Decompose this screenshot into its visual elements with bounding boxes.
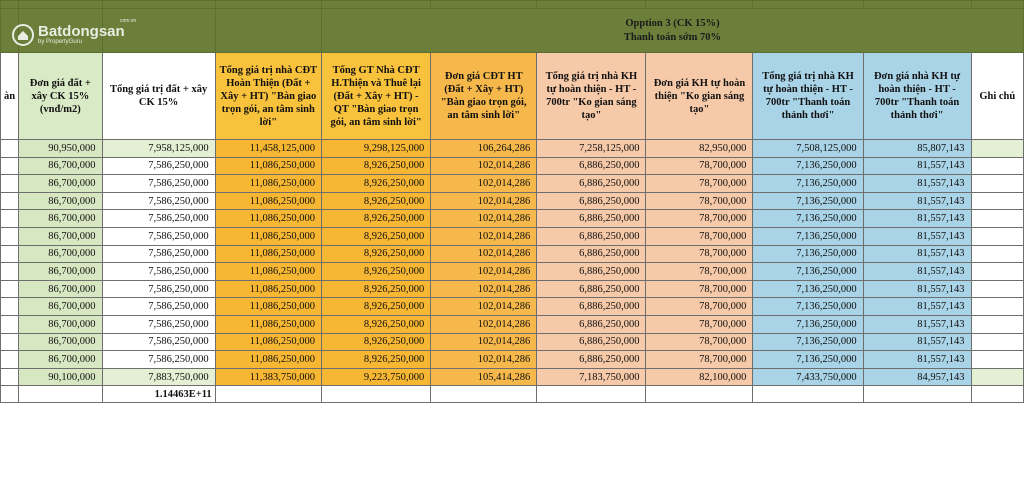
table-cell[interactable]: 90,950,000 xyxy=(19,140,102,158)
table-cell[interactable]: 6,886,250,000 xyxy=(537,192,646,210)
sum-total-cell[interactable]: 1.14463E+11 xyxy=(102,386,215,403)
row-edge-cell[interactable] xyxy=(1,263,19,281)
table-cell[interactable]: 11,086,250,000 xyxy=(215,227,321,245)
table-cell[interactable]: 78,700,000 xyxy=(646,157,753,175)
table-cell[interactable]: 78,700,000 xyxy=(646,351,753,369)
table-cell[interactable]: 81,557,143 xyxy=(863,333,971,351)
header-row xyxy=(1,53,1024,140)
table-cell[interactable]: 11,086,250,000 xyxy=(215,263,321,281)
table-cell[interactable]: 81,557,143 xyxy=(863,280,971,298)
table-cell[interactable]: 8,926,250,000 xyxy=(322,263,431,281)
table-cell[interactable] xyxy=(971,245,1023,263)
header-cell[interactable]: Tổng giá trị đất + xây CK 15% xyxy=(102,53,215,140)
row-edge-cell[interactable] xyxy=(1,333,19,351)
table-cell[interactable]: 102,014,286 xyxy=(431,263,537,281)
sum-cell[interactable] xyxy=(19,386,102,403)
sum-cell[interactable] xyxy=(753,386,863,403)
table-cell[interactable]: 81,557,143 xyxy=(863,245,971,263)
table-row xyxy=(1,315,1024,333)
table-cell[interactable]: 7,136,250,000 xyxy=(753,157,863,175)
table-cell[interactable]: 7,586,250,000 xyxy=(102,227,215,245)
table-cell[interactable]: 8,926,250,000 xyxy=(322,210,431,228)
table-cell[interactable]: 7,136,250,000 xyxy=(753,351,863,369)
table-cell[interactable]: 7,183,750,000 xyxy=(537,368,646,386)
row-edge-cell[interactable] xyxy=(1,210,19,228)
table-cell[interactable]: 85,807,143 xyxy=(863,140,971,158)
table-row xyxy=(1,192,1024,210)
table-cell[interactable]: 7,586,250,000 xyxy=(102,245,215,263)
table-cell[interactable]: 7,586,250,000 xyxy=(102,263,215,281)
table-cell[interactable]: 7,508,125,000 xyxy=(753,140,863,158)
table-cell[interactable]: 8,926,250,000 xyxy=(322,351,431,369)
table-cell[interactable] xyxy=(971,210,1023,228)
table-cell[interactable]: 81,557,143 xyxy=(863,210,971,228)
row-edge-cell[interactable] xyxy=(1,157,19,175)
table-cell[interactable]: 11,383,750,000 xyxy=(215,368,321,386)
table-cell[interactable]: 7,136,250,000 xyxy=(753,298,863,316)
table-cell[interactable]: 81,557,143 xyxy=(863,157,971,175)
table-cell[interactable]: 7,136,250,000 xyxy=(753,227,863,245)
table-cell[interactable]: 78,700,000 xyxy=(646,263,753,281)
table-cell[interactable] xyxy=(971,333,1023,351)
table-cell[interactable]: 102,014,286 xyxy=(431,351,537,369)
table-cell[interactable]: 7,586,250,000 xyxy=(102,298,215,316)
table-cell[interactable]: 6,886,250,000 xyxy=(537,210,646,228)
row-edge-cell[interactable] xyxy=(1,245,19,263)
table-cell[interactable]: 102,014,286 xyxy=(431,157,537,175)
option-subtitle: Thanh toán sớm 70% xyxy=(623,31,722,43)
table-row xyxy=(1,227,1024,245)
row-edge-cell[interactable] xyxy=(1,351,19,369)
table-cell[interactable]: 7,136,250,000 xyxy=(753,333,863,351)
table-cell[interactable]: 7,136,250,000 xyxy=(753,210,863,228)
table-cell[interactable]: 102,014,286 xyxy=(431,315,537,333)
sum-row xyxy=(1,386,1024,403)
table-cell[interactable]: 7,136,250,000 xyxy=(753,245,863,263)
table-cell[interactable]: 7,136,250,000 xyxy=(753,280,863,298)
table-cell[interactable]: 8,926,250,000 xyxy=(322,333,431,351)
table-row xyxy=(1,175,1024,193)
table-cell[interactable]: 6,886,250,000 xyxy=(537,280,646,298)
table-cell[interactable]: 6,886,250,000 xyxy=(537,175,646,193)
house-logo-icon xyxy=(12,24,34,46)
table-cell[interactable]: 86,700,000 xyxy=(19,227,102,245)
table-cell[interactable]: 7,958,125,000 xyxy=(102,140,215,158)
watermark-brand: Batdongsan xyxy=(38,23,125,40)
row-edge-cell[interactable] xyxy=(1,368,19,386)
table-cell[interactable]: 11,458,125,000 xyxy=(215,140,321,158)
table-cell[interactable] xyxy=(971,157,1023,175)
table-cell[interactable]: 81,557,143 xyxy=(863,175,971,193)
table-cell[interactable] xyxy=(971,351,1023,369)
table-cell[interactable]: 11,086,250,000 xyxy=(215,333,321,351)
table-cell[interactable]: 6,886,250,000 xyxy=(537,298,646,316)
row-edge-cell[interactable] xyxy=(1,192,19,210)
table-cell[interactable]: 102,014,286 xyxy=(431,175,537,193)
row-edge-cell[interactable] xyxy=(1,140,19,158)
table-cell[interactable]: 84,957,143 xyxy=(863,368,971,386)
table-cell[interactable]: 82,950,000 xyxy=(646,140,753,158)
sheet-top-strip xyxy=(1,1,1024,9)
table-cell[interactable]: 8,926,250,000 xyxy=(322,157,431,175)
table-cell[interactable] xyxy=(971,263,1023,281)
table-cell[interactable]: 86,700,000 xyxy=(19,298,102,316)
header-cell[interactable]: Tổng giá trị nhà CĐT Hoàn Thiện (Đất + Xây + HT) "Bàn giao trọn gói, an tâm sinh lời" xyxy=(215,53,321,140)
table-cell[interactable]: 78,700,000 xyxy=(646,245,753,263)
table-cell[interactable]: 86,700,000 xyxy=(19,351,102,369)
sum-cell[interactable] xyxy=(971,386,1023,403)
table-cell[interactable]: 105,414,286 xyxy=(431,368,537,386)
sum-cell[interactable] xyxy=(1,386,19,403)
row-edge-cell[interactable] xyxy=(1,315,19,333)
table-cell[interactable]: 102,014,286 xyxy=(431,333,537,351)
table-cell[interactable]: 81,557,143 xyxy=(863,192,971,210)
table-cell[interactable]: 81,557,143 xyxy=(863,227,971,245)
table-row xyxy=(1,298,1024,316)
header-cell[interactable]: Tổng giá trị nhà KH tự hoàn thiện - HT - 700tr "Thanh toán thảnh thơi" xyxy=(753,53,863,140)
sum-cell[interactable] xyxy=(646,386,753,403)
table-cell[interactable]: 106,264,286 xyxy=(431,140,537,158)
table-cell[interactable]: 102,014,286 xyxy=(431,227,537,245)
table-cell[interactable]: 7,136,250,000 xyxy=(753,263,863,281)
table-row xyxy=(1,263,1024,281)
table-cell[interactable]: 7,586,250,000 xyxy=(102,333,215,351)
table-cell[interactable]: 86,700,000 xyxy=(19,245,102,263)
table-cell[interactable]: 102,014,286 xyxy=(431,192,537,210)
table-row xyxy=(1,351,1024,369)
table-cell[interactable]: 86,700,000 xyxy=(19,315,102,333)
table-cell[interactable]: 7,136,250,000 xyxy=(753,315,863,333)
watermark-domain: com.vn xyxy=(120,18,137,24)
table-cell[interactable]: 7,586,250,000 xyxy=(102,280,215,298)
table-cell[interactable] xyxy=(971,140,1023,158)
table-row xyxy=(1,368,1024,386)
row-edge-cell[interactable] xyxy=(1,298,19,316)
table-cell[interactable] xyxy=(971,298,1023,316)
table-cell[interactable]: 6,886,250,000 xyxy=(537,315,646,333)
header-cell[interactable]: Đơn giá CĐT HT (Đất + Xây + HT) "Bàn giao trọn gói, an tâm sinh lời" xyxy=(431,53,537,140)
table-cell[interactable]: 86,700,000 xyxy=(19,157,102,175)
table-cell[interactable]: 9,298,125,000 xyxy=(322,140,431,158)
option-banner[interactable] xyxy=(322,9,1024,53)
table-cell[interactable] xyxy=(971,315,1023,333)
table-cell[interactable]: 8,926,250,000 xyxy=(322,298,431,316)
table-cell[interactable]: 78,700,000 xyxy=(646,315,753,333)
table-cell[interactable]: 6,886,250,000 xyxy=(537,227,646,245)
row-edge-cell[interactable] xyxy=(1,227,19,245)
table-cell[interactable]: 11,086,250,000 xyxy=(215,157,321,175)
table-cell[interactable] xyxy=(971,192,1023,210)
table-cell[interactable]: 6,886,250,000 xyxy=(537,333,646,351)
row-edge-cell[interactable] xyxy=(1,280,19,298)
table-cell[interactable]: 78,700,000 xyxy=(646,192,753,210)
table-cell[interactable]: 81,557,143 xyxy=(863,263,971,281)
header-cell[interactable]: Đơn giá đất + xây CK 15% (vnđ/m2) xyxy=(19,53,102,140)
option-title: Opption 3 (CK 15%) xyxy=(625,17,720,29)
table-cell[interactable]: 86,700,000 xyxy=(19,192,102,210)
table-cell[interactable]: 11,086,250,000 xyxy=(215,192,321,210)
table-row xyxy=(1,210,1024,228)
header-cell[interactable]: Tổng GT Nhà CĐT H.Thiện và Thuê lại (Đất + Xây + HT) - QT "Bàn giao trọn gói, an tâm sinh lời" xyxy=(322,53,431,140)
table-cell[interactable]: 8,926,250,000 xyxy=(322,315,431,333)
sum-cell[interactable] xyxy=(863,386,971,403)
table-cell[interactable]: 6,886,250,000 xyxy=(537,263,646,281)
watermark-tagline: by PropertyGuru xyxy=(38,39,83,45)
option-banner-row xyxy=(1,9,1024,53)
table-cell[interactable]: 11,086,250,000 xyxy=(215,351,321,369)
table-cell[interactable]: 102,014,286 xyxy=(431,210,537,228)
table-cell[interactable]: 6,886,250,000 xyxy=(537,351,646,369)
table-cell[interactable]: 102,014,286 xyxy=(431,298,537,316)
table-cell[interactable]: 82,100,000 xyxy=(646,368,753,386)
table-cell[interactable]: 8,926,250,000 xyxy=(322,280,431,298)
table-cell[interactable]: 7,258,125,000 xyxy=(537,140,646,158)
table-cell[interactable]: 6,886,250,000 xyxy=(537,245,646,263)
table-cell[interactable]: 81,557,143 xyxy=(863,315,971,333)
table-row xyxy=(1,280,1024,298)
table-cell[interactable]: 86,700,000 xyxy=(19,280,102,298)
table-cell[interactable]: 81,557,143 xyxy=(863,298,971,316)
sum-cell[interactable] xyxy=(537,386,646,403)
table-cell[interactable]: 78,700,000 xyxy=(646,280,753,298)
table-cell[interactable] xyxy=(971,227,1023,245)
table-cell[interactable]: 81,557,143 xyxy=(863,351,971,369)
table-cell[interactable]: 78,700,000 xyxy=(646,333,753,351)
table-cell[interactable]: 7,586,250,000 xyxy=(102,210,215,228)
table-cell[interactable]: 11,086,250,000 xyxy=(215,298,321,316)
table-cell[interactable]: 11,086,250,000 xyxy=(215,245,321,263)
table-cell[interactable]: 6,886,250,000 xyxy=(537,157,646,175)
table-cell[interactable]: 78,700,000 xyxy=(646,175,753,193)
table-cell[interactable]: 7,586,250,000 xyxy=(102,175,215,193)
table-cell[interactable]: 7,136,250,000 xyxy=(753,192,863,210)
table-cell[interactable]: 78,700,000 xyxy=(646,227,753,245)
table-cell[interactable]: 78,700,000 xyxy=(646,298,753,316)
table-cell[interactable]: 102,014,286 xyxy=(431,280,537,298)
batdongsan-watermark-logo xyxy=(12,18,137,46)
table-cell[interactable]: 9,223,750,000 xyxy=(322,368,431,386)
table-cell[interactable]: 11,086,250,000 xyxy=(215,280,321,298)
table-cell[interactable]: 8,926,250,000 xyxy=(322,227,431,245)
table-body xyxy=(1,140,1024,386)
table-cell[interactable]: 7,586,250,000 xyxy=(102,351,215,369)
table-cell[interactable]: 8,926,250,000 xyxy=(322,192,431,210)
table-cell[interactable]: 8,926,250,000 xyxy=(322,245,431,263)
table-cell[interactable] xyxy=(971,280,1023,298)
table-cell[interactable]: 7,586,250,000 xyxy=(102,192,215,210)
table-cell[interactable]: 86,700,000 xyxy=(19,263,102,281)
table-cell[interactable]: 90,100,000 xyxy=(19,368,102,386)
table-row xyxy=(1,245,1024,263)
sum-cell[interactable] xyxy=(431,386,537,403)
table-cell[interactable]: 11,086,250,000 xyxy=(215,210,321,228)
header-cell[interactable]: Đơn giá nhà KH tự hoàn thiện - HT - 700tr "Thanh toán thảnh thơi" xyxy=(863,53,971,140)
table-cell[interactable]: 7,883,750,000 xyxy=(102,368,215,386)
header-cell[interactable]: Đơn giá KH tự hoàn thiện "Ko gian sáng tạo" xyxy=(646,53,753,140)
table-cell[interactable]: 86,700,000 xyxy=(19,333,102,351)
table-cell[interactable]: 78,700,000 xyxy=(646,210,753,228)
table-cell[interactable] xyxy=(971,368,1023,386)
table-cell[interactable]: 8,926,250,000 xyxy=(322,175,431,193)
table-cell[interactable] xyxy=(971,175,1023,193)
table-cell[interactable]: 7,136,250,000 xyxy=(753,175,863,193)
table-cell[interactable]: 11,086,250,000 xyxy=(215,175,321,193)
header-cell-edge[interactable]: àn xyxy=(1,53,19,140)
table-cell[interactable]: 7,586,250,000 xyxy=(102,157,215,175)
table-cell[interactable]: 7,433,750,000 xyxy=(753,368,863,386)
table-cell[interactable]: 86,700,000 xyxy=(19,175,102,193)
row-edge-cell[interactable] xyxy=(1,175,19,193)
header-cell[interactable]: Tổng giá trị nhà KH tự hoàn thiện - HT - 700tr "Ko gian sáng tạo" xyxy=(537,53,646,140)
table-row xyxy=(1,157,1024,175)
table-cell[interactable]: 7,586,250,000 xyxy=(102,315,215,333)
header-cell[interactable]: Ghi chú xyxy=(971,53,1023,140)
table-row xyxy=(1,333,1024,351)
sum-cell[interactable] xyxy=(322,386,431,403)
sum-cell[interactable] xyxy=(215,386,321,403)
table-cell[interactable]: 86,700,000 xyxy=(19,210,102,228)
table-cell[interactable]: 11,086,250,000 xyxy=(215,315,321,333)
table-cell[interactable]: 102,014,286 xyxy=(431,245,537,263)
table-row xyxy=(1,140,1024,158)
